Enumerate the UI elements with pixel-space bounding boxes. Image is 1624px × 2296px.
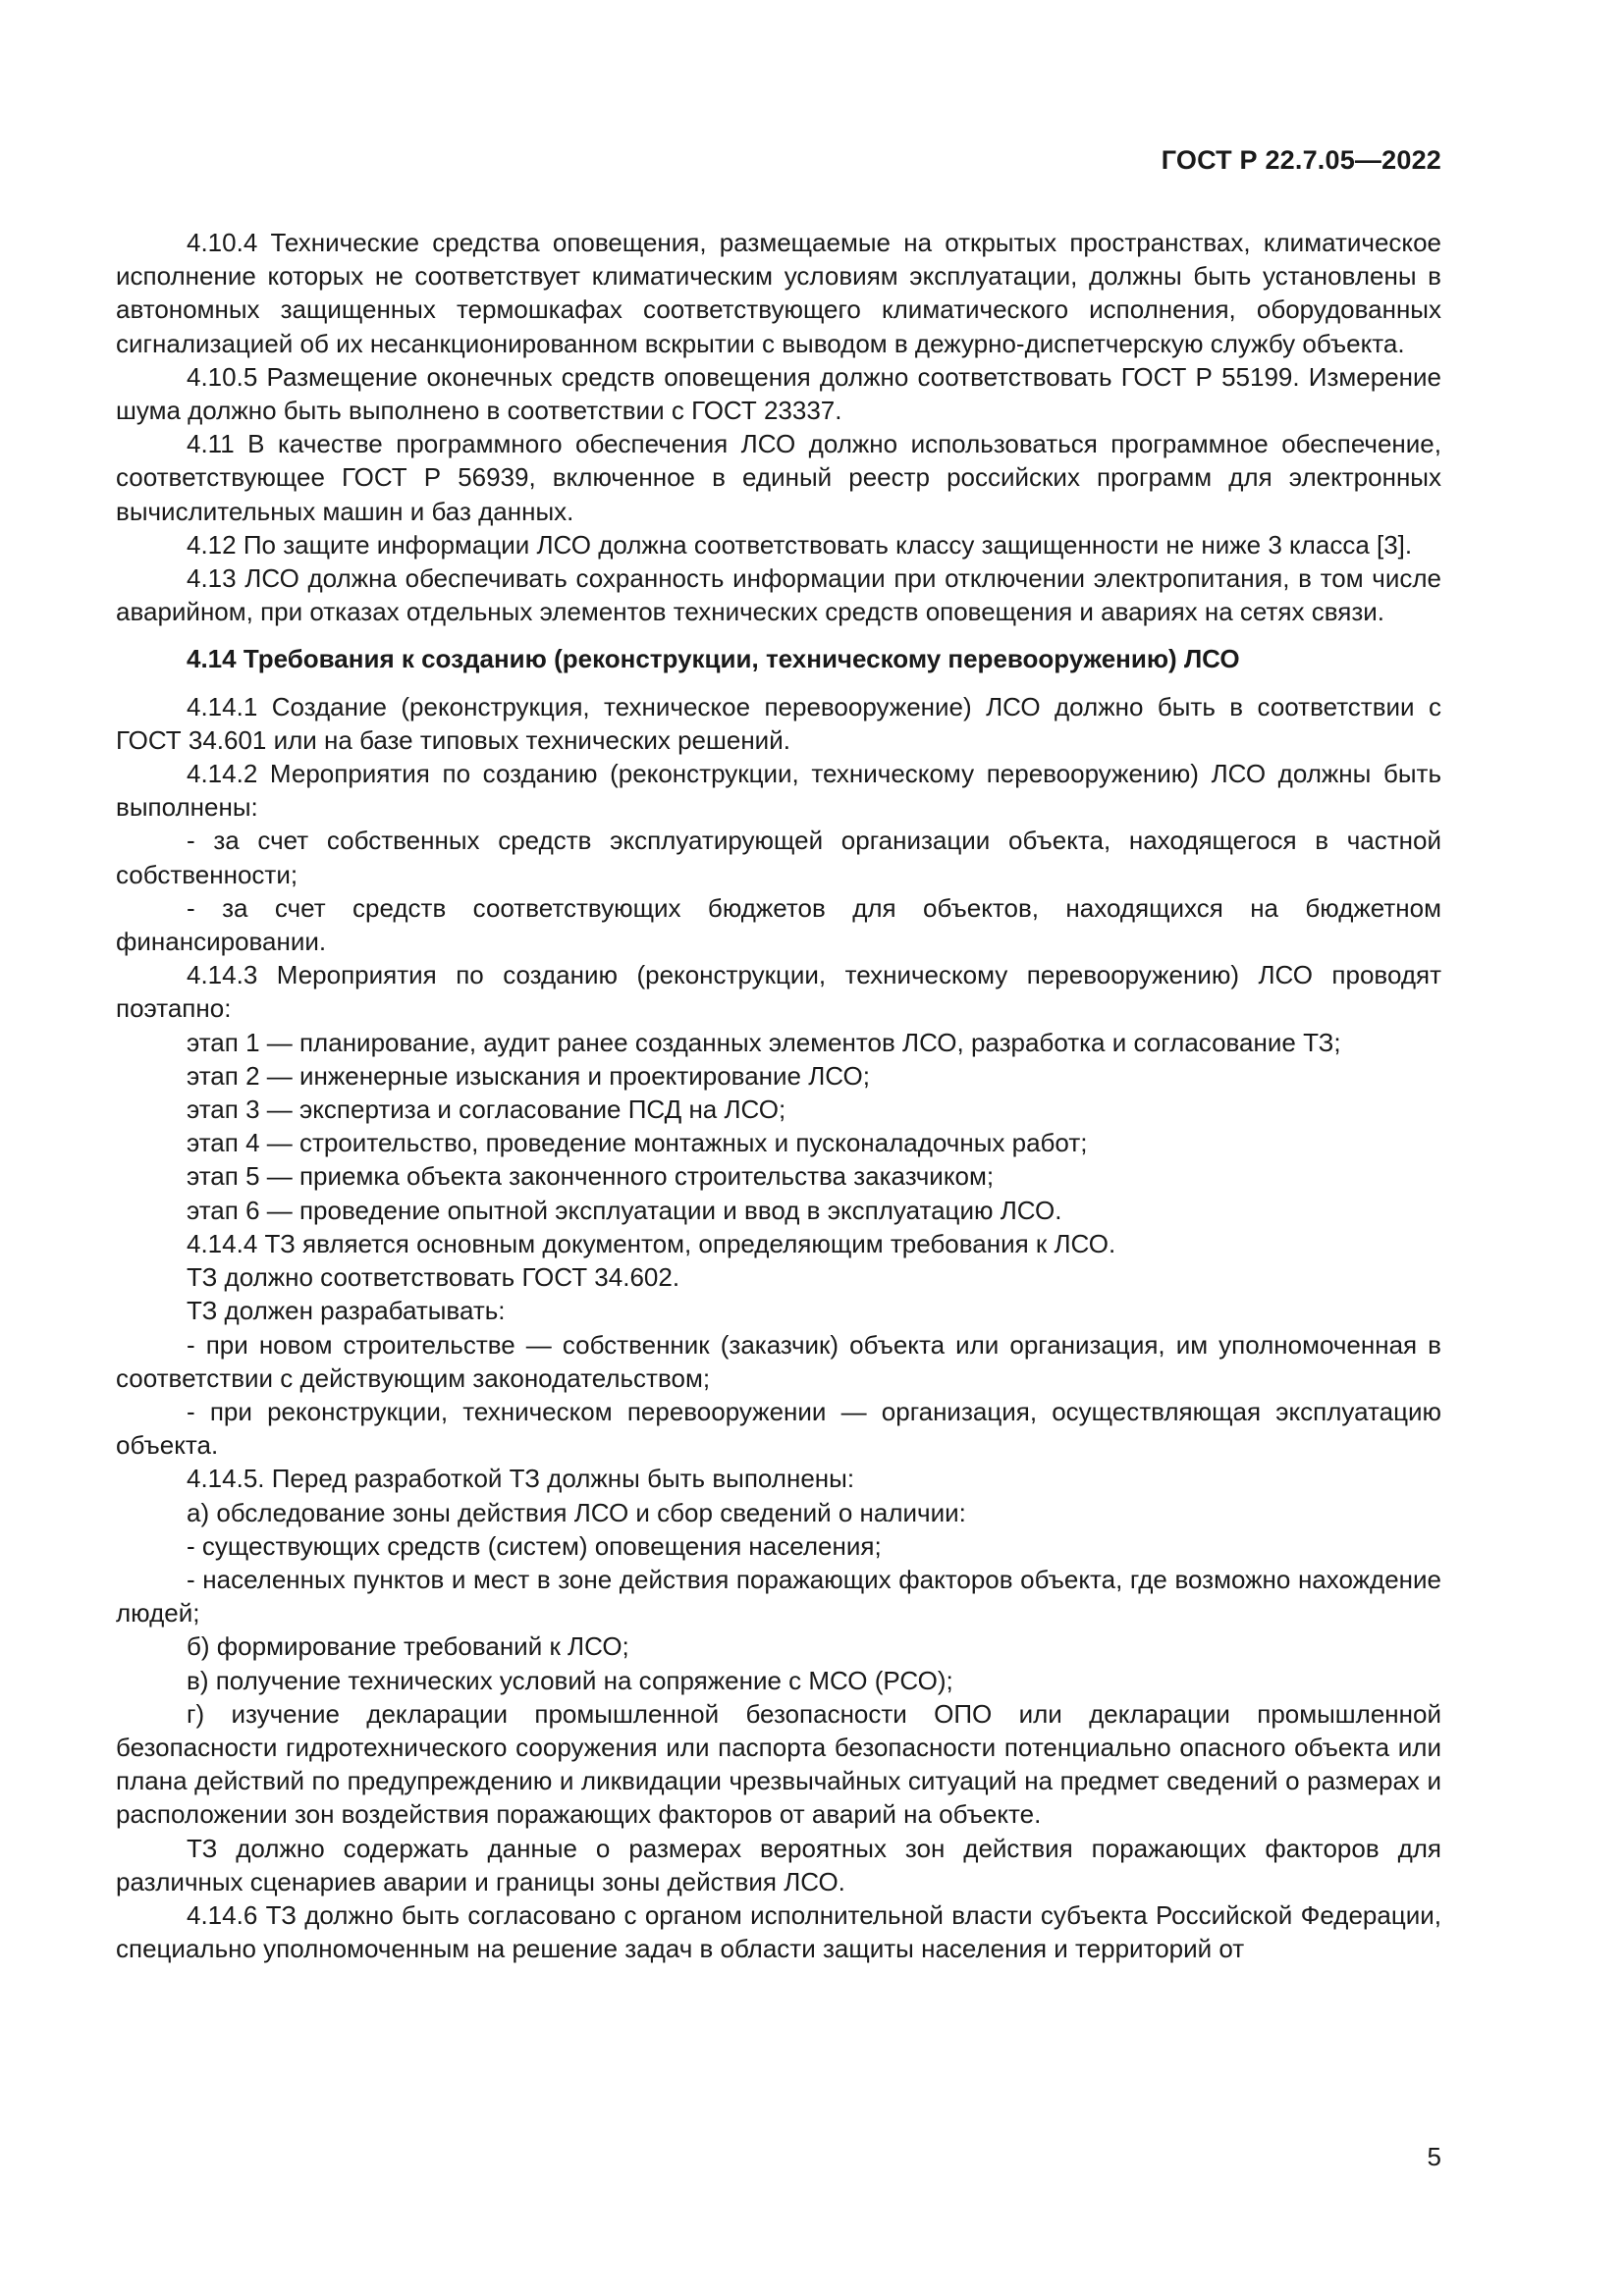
- stage-item: этап 2 — инженерные изыскания и проектирование ЛСО;: [187, 1060, 870, 1091]
- list-item: - за счет собственных средств эксплуатирующей организации объекта, находящегося в частной собственности;: [116, 826, 1441, 889]
- list-item: - при новом строительстве — собственник (заказчик) объекта или организация, им уполномоченная в соответствии с действующим законодательством;: [116, 1329, 1441, 1393]
- paragraph-4-14-3: 4.14.3 Мероприятия по созданию (реконструкции, техническому перевооружению) ЛСО проводят поэтапно:: [116, 960, 1441, 1024]
- list-item: - населенных пунктов и мест в зоне действия поражающих факторов объекта, где возможно нахождение людей;: [116, 1564, 1441, 1629]
- paragraph-4-14-2: 4.14.2 Мероприятия по созданию (реконструкции, техническому перевооружению) ЛСО должны быть выполнены:: [116, 759, 1441, 823]
- paragraph-4-14-1: 4.14.1 Создание (реконструкция, техническое перевооружение) ЛСО должно быть в соответствии с ГОСТ 34.601 или на базе типовых технических решений.: [116, 691, 1441, 755]
- paragraph-4-14-6: 4.14.6 ТЗ должно быть согласовано с органом исполнительной власти субъекта Российской Федерации, специально уполномоченным на решение задач в области защиты населения и территорий от: [116, 1899, 1441, 1964]
- list-item: а) обследование зоны действия ЛСО и сбор сведений о наличии:: [187, 1497, 966, 1527]
- document-header: ГОСТ Р 22.7.05—2022: [1161, 145, 1441, 175]
- paragraph-4-12: 4.12 По защите информации ЛСО должна соответствовать классу защищенности не ниже 3 класса [3].: [187, 529, 1413, 560]
- paragraph-4-14-4: 4.14.4 ТЗ является основным документом, определяющим требования к ЛСО.: [187, 1228, 1116, 1258]
- list-item: - при реконструкции, техническом перевооружении — организация, осуществляющая эксплуатацию объекта.: [116, 1396, 1441, 1461]
- stage-item: этап 6 — проведение опытной эксплуатации и ввод в эксплуатацию ЛСО.: [187, 1195, 1062, 1225]
- paragraph: ТЗ должно соответствовать ГОСТ 34.602.: [187, 1262, 680, 1293]
- paragraph: ТЗ должно содержать данные о размерах вероятных зон действия поражающих факторов для различных сценариев аварии и границы зоны действия ЛСО.: [116, 1833, 1441, 1896]
- list-item: в) получение технических условий на сопряжение с МСО (РСО);: [187, 1665, 953, 1695]
- stage-item: этап 5 — приемка объекта законченного строительства заказчиком;: [187, 1161, 995, 1192]
- document-body: [116, 226, 1441, 1965]
- stage-item: этап 1 — планирование, аудит ранее созданных элементов ЛСО, разработка и согласование ТЗ;: [187, 1027, 1341, 1057]
- stage-item: этап 4 — строительство, проведение монтажных и пусконаладочных работ;: [187, 1128, 1088, 1158]
- paragraph-4-11: 4.11 В качестве программного обеспечения ЛСО должно использоваться программное обеспечение, соответствующее ГОСТ Р 56939, включенное в единый реестр российских программ для электронных вычислительных машин и баз данных.: [116, 429, 1441, 526]
- paragraph-4-10-5: 4.10.5 Размещение оконечных средств оповещения должно соответствовать ГОСТ Р 55199. Измерение шума должно быть выполнено в соответствии с ГОСТ 23337.: [116, 361, 1441, 426]
- section-heading-4-14: 4.14 Требования к созданию (реконструкции, техническому перевооружению) ЛСО: [187, 644, 1240, 674]
- list-item: - существующих средств (систем) оповещения населения;: [187, 1530, 882, 1561]
- list-item: - за счет средств соответствующих бюджетов для объектов, находящихся на бюджетном финансировании.: [116, 892, 1441, 957]
- paragraph: ТЗ должен разрабатывать:: [187, 1296, 506, 1326]
- list-item: г) изучение декларации промышленной безопасности ОПО или декларации промышленной безопасности гидротехнического сооружения или паспорта безопасности потенциально опасного объекта или плана действий по предупреждению и ликвидации чрезвычайных ситуаций на предмет сведений о размерах и расположении зон воздействия поражающих факторов от аварий на объекте.: [116, 1698, 1441, 1830]
- paragraph-4-14-5: 4.14.5. Перед разработкой ТЗ должны быть выполнены:: [187, 1464, 855, 1494]
- paragraph-4-10-4: 4.10.4 Технические средства оповещения, размещаемые на открытых пространствах, климатическое исполнение которых не соответствует климатическим условиям эксплуатации, должны быть установлены в автономных защищенных термошкафах соответствующего климатического исполнения, оборудованных сигнализацией об их несанкционированном вскрытии с выводом в дежурно-диспетчерскую службу объекта.: [116, 228, 1441, 358]
- list-item: б) формирование требований к ЛСО;: [187, 1631, 629, 1662]
- paragraph-4-13: 4.13 ЛСО должна обеспечивать сохранность информации при отключении электропитания, в том числе аварийном, при отказах отдельных элементов технических средств оповещения и авариях на сетях связи.: [116, 563, 1441, 627]
- stage-item: этап 3 — экспертиза и согласование ПСД на ЛСО;: [187, 1095, 786, 1125]
- page-number: 5: [1427, 2142, 1441, 2171]
